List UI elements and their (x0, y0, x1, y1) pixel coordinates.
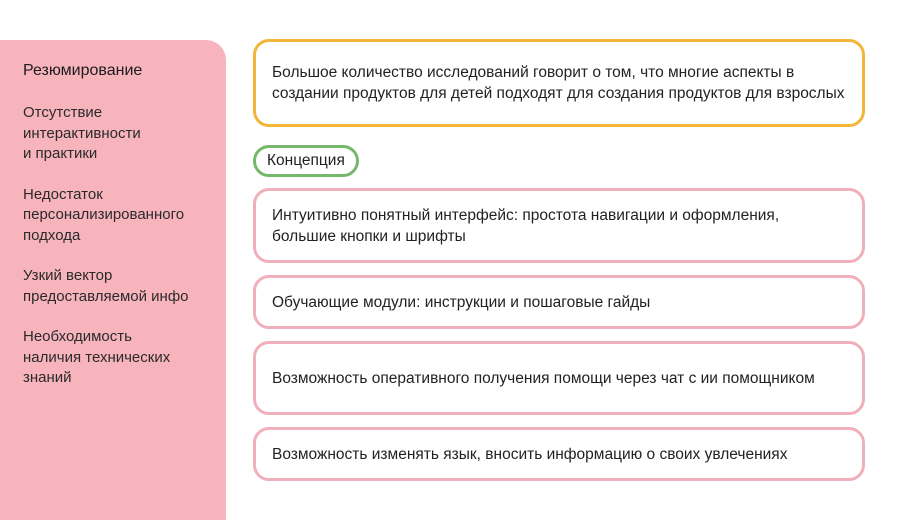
intro-text: Большое количество исследований говорит о том, что многие аспекты в создании продуктов для детей подходят для создания продуктов для взрослых (272, 64, 845, 102)
feature-text: Возможность изменять язык, вносить информацию о своих увлечениях (272, 445, 788, 463)
sidebar-item-info-vector: Узкий вектор предоставляемой инфо (23, 267, 189, 305)
sidebar-item-technical-knowledge: Необходимость наличия технических знаний (23, 328, 171, 386)
feature-card-learning-modules (253, 275, 865, 329)
intro-card (253, 39, 865, 127)
sidebar-item-personalization: Недостаток персонализированного подхода (23, 185, 185, 244)
feature-card-interface (253, 188, 865, 263)
concept-label-badge (253, 145, 359, 177)
sidebar-panel (0, 40, 226, 520)
feature-text: Интуитивно понятный интерфейс: простота навигации и оформления, большие кнопки и шрифты (272, 206, 780, 245)
feature-card-ai-chat-help (253, 341, 865, 415)
feature-text: Возможность оперативного получения помощи через чат с ии помощником (272, 369, 815, 387)
feature-card-language-interests (253, 427, 865, 481)
concept-label: Концепция (267, 152, 345, 169)
feature-text: Обучающие модули: инструкции и пошаговые гайды (272, 293, 651, 311)
sidebar-item-interactivity: Отсутствие интерактивности и практики (23, 104, 141, 162)
sidebar-title: Резюмирование (23, 62, 143, 79)
